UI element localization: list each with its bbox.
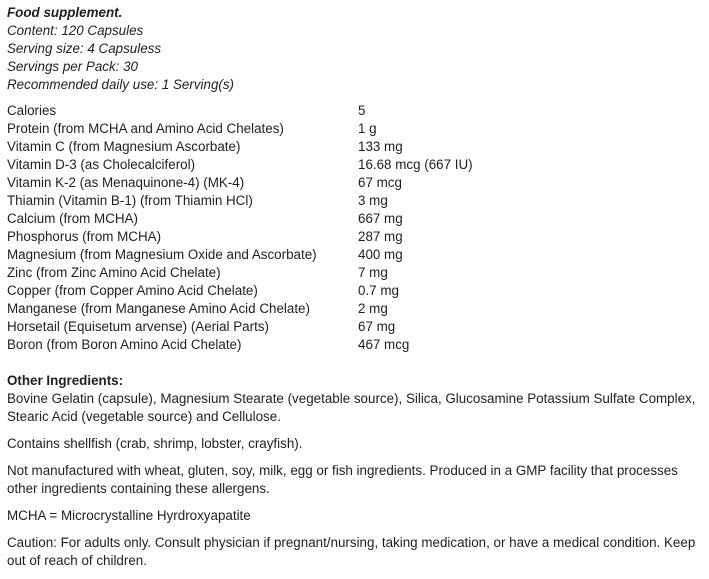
ingredients-paragraph: Bovine Gelatin (capsule), Magnesium Stearate (vegetable source), Silica, Glucosamine Potassium Sulfate Complex, Stearic Acid (vegetable source) and Cellulose.: [7, 391, 696, 424]
facts-row: [7, 156, 705, 174]
nutrient-amount: 133 mg: [358, 139, 403, 154]
facts-row: [7, 192, 705, 210]
nutrient-amount: 7 mg: [358, 265, 388, 280]
facts-row: [7, 264, 705, 282]
allergen-statement: Not manufactured with wheat, gluten, soy, milk, egg or fish ingredients. Produced in a GMP facility that processes other ingredients containing these allergens.: [7, 463, 678, 496]
nutrient-name: Vitamin D-3 (as Cholecalciferol): [7, 157, 196, 172]
nutrient-amount: 67 mg: [358, 319, 396, 334]
nutrient-amount: 667 mg: [358, 211, 403, 226]
nutrient-amount: 0.7 mg: [358, 283, 399, 298]
nutrient-amount: 2 mg: [358, 301, 388, 316]
recommended-use-line: Recommended daily use: 1 Serving(s): [7, 77, 235, 92]
nutrient-name: Vitamin C (from Magnesium Ascorbate): [7, 139, 241, 154]
facts-row: [7, 336, 705, 354]
other-ingredients-section: [7, 372, 705, 570]
facts-row: [7, 228, 705, 246]
nutrient-name: Thiamin (Vitamin B-1) (from Thiamin HCl): [7, 193, 253, 208]
caution-statement: Caution: For adults only. Consult physician if pregnant/nursing, taking medication, or have a medical condition. Keep out of reach of children.: [7, 535, 696, 568]
nutrient-amount: 67 mcg: [358, 175, 402, 190]
nutrient-name: Magnesium (from Magnesium Oxide and Ascorbate): [7, 247, 317, 262]
nutrient-amount: 3 mg: [358, 193, 388, 208]
facts-row: [7, 318, 705, 336]
nutrient-name: Manganese (from Manganese Amino Acid Chelate): [7, 301, 310, 316]
other-ingredients-heading: Other Ingredients:: [7, 373, 124, 388]
servings-per-pack-line: Servings per Pack: 30: [7, 59, 138, 74]
product-type-heading: Food supplement.: [7, 5, 123, 20]
facts-row: [7, 138, 705, 156]
nutrient-amount: 5: [358, 103, 366, 118]
nutrient-name: Protein (from MCHA and Amino Acid Chelates): [7, 121, 284, 136]
nutrient-name: Phosphorus (from MCHA): [7, 229, 162, 244]
nutrient-name: Copper (from Copper Amino Acid Chelate): [7, 283, 258, 298]
nutrient-name: Boron (from Boron Amino Acid Chelate): [7, 337, 242, 352]
supplement-label: [7, 4, 705, 579]
mcha-definition: MCHA = Microcrystalline Hyrdroxyapatite: [7, 508, 251, 523]
facts-row: [7, 300, 705, 318]
serving-size-line: Serving size: 4 Capsuless: [7, 41, 162, 56]
facts-row: [7, 174, 705, 192]
facts-row: [7, 120, 705, 138]
shellfish-warning: Contains shellfish (crab, shrimp, lobster, crayfish).: [7, 436, 303, 451]
nutrient-name: Zinc (from Zinc Amino Acid Chelate): [7, 265, 221, 280]
content-line: Content: 120 Capsules: [7, 23, 144, 38]
product-intro: [7, 4, 705, 94]
nutrient-name: Horsetail (Equisetum arvense) (Aerial Parts): [7, 319, 269, 334]
nutrient-name: Calories: [7, 103, 57, 118]
nutrition-facts-table: [7, 102, 705, 354]
nutrient-amount: 287 mg: [358, 229, 403, 244]
nutrient-amount: 1 g: [358, 121, 377, 136]
nutrient-amount: 467 mcg: [358, 337, 410, 352]
nutrient-name: Vitamin K-2 (as Menaquinone-4) (MK-4): [7, 175, 245, 190]
nutrient-name: Calcium (from MCHA): [7, 211, 138, 226]
facts-row: [7, 210, 705, 228]
facts-row: [7, 102, 705, 120]
facts-row: [7, 282, 705, 300]
nutrient-amount: 16.68 mcg (667 IU): [358, 157, 473, 172]
nutrient-amount: 400 mg: [358, 247, 403, 262]
facts-row: [7, 246, 705, 264]
